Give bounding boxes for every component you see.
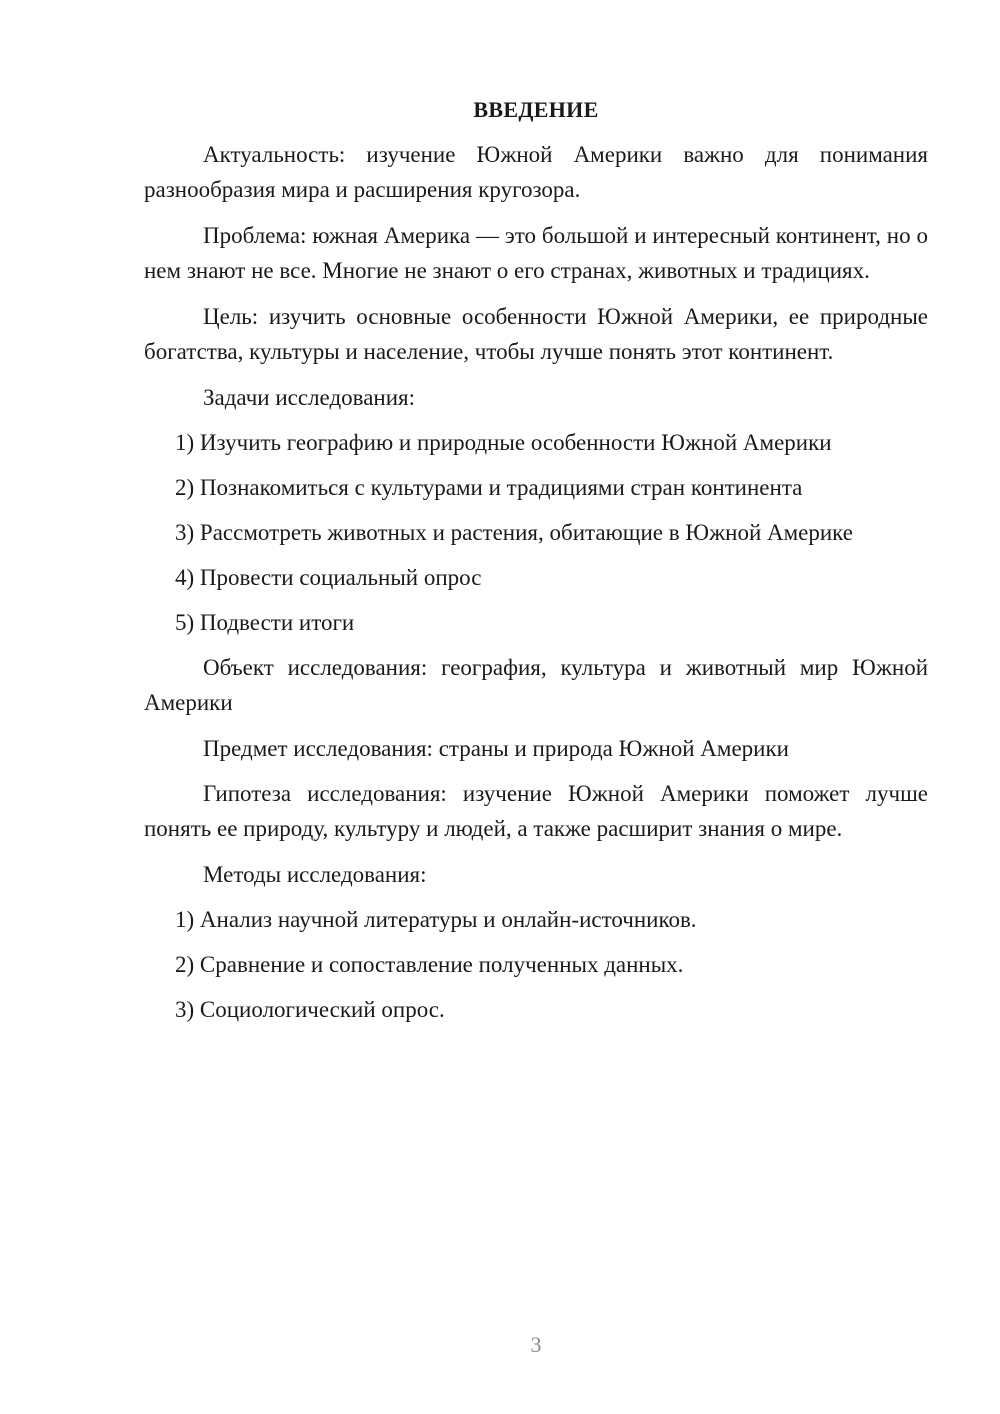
task-item-5: 5) Подвести итоги	[175, 610, 355, 635]
document-body	[144, 94, 928, 1037]
task-item-4: 4) Провести социальный опрос	[175, 565, 482, 590]
task-item-2: 2) Познакомиться с культурами и традициями стран континента	[175, 475, 803, 500]
object-paragraph: Объект исследования: география, культура и животный мир Южной Америки	[144, 655, 928, 715]
page-number: 3	[530, 1332, 542, 1357]
page-title: ВВЕДЕНИЕ	[473, 97, 599, 122]
method-item-1: 1) Анализ научной литературы и онлайн-источников.	[175, 907, 697, 932]
method-item-3: 3) Социологический опрос.	[175, 997, 445, 1022]
methods-heading: Методы исследования:	[203, 862, 427, 887]
subject-paragraph: Предмет исследования: страны и природа Южной Америки	[203, 736, 789, 761]
goal-paragraph: Цель: изучить основные особенности Южной Америки, ее природные богатства, культуры и население, чтобы лучше понять этот континент.	[144, 304, 928, 364]
relevance-paragraph: Актуальность: изучение Южной Америки важно для понимания разнообразия мира и расширения кругозора.	[144, 142, 928, 202]
tasks-heading: Задачи исследования:	[203, 385, 416, 410]
method-item-2: 2) Сравнение и сопоставление полученных данных.	[175, 952, 684, 977]
problem-paragraph: Проблема: южная Америка — это большой и интересный континент, но о нем знают не все. Многие не знают о его странах, животных и традициях.	[144, 223, 928, 283]
task-item-3: 3) Рассмотреть животных и растения, обитающие в Южной Америке	[175, 520, 853, 545]
hypothesis-paragraph: Гипотеза исследования: изучение Южной Америки поможет лучше понять ее природу, культуру и людей, а также расширит знания о мире.	[144, 781, 928, 841]
task-item-1: 1) Изучить географию и природные особенности Южной Америки	[175, 430, 832, 455]
